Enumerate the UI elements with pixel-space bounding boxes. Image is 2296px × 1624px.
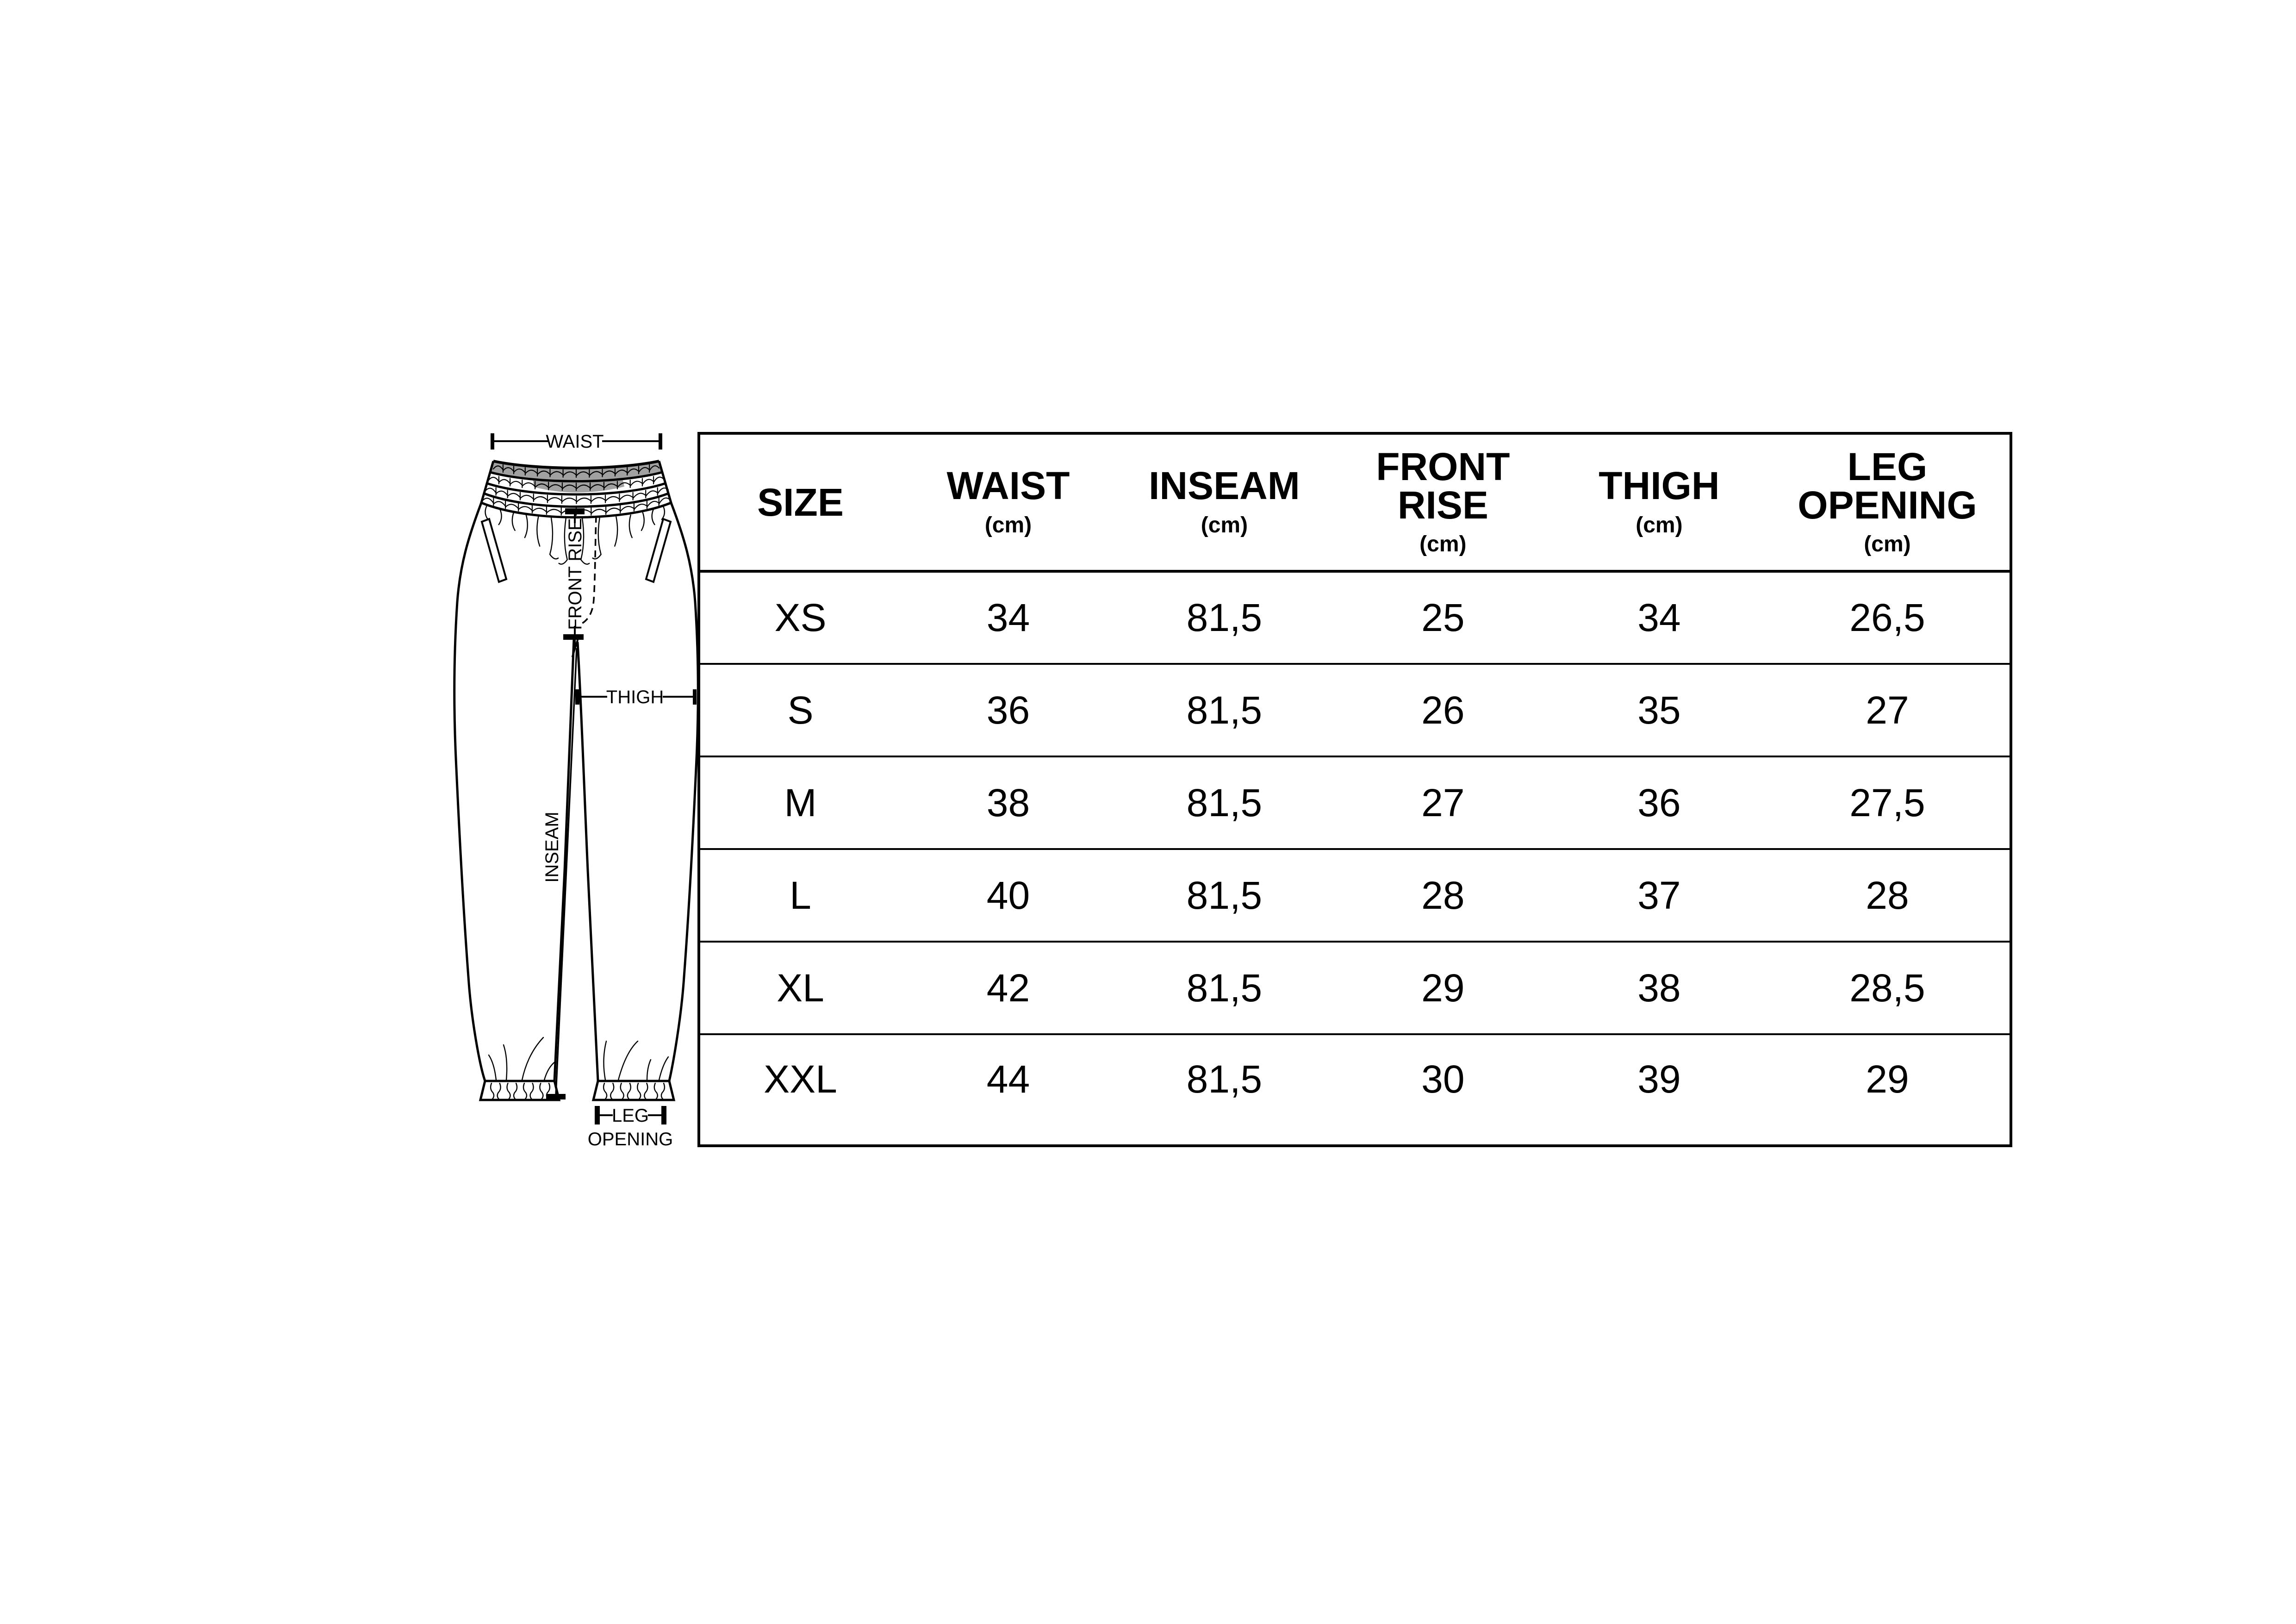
- size-table: [697, 432, 2012, 1147]
- column-header-label: WAIST: [946, 464, 1070, 508]
- cell-leg_opening-XXL: 29: [1866, 1057, 1909, 1101]
- cell-waist-S: 36: [901, 664, 1116, 756]
- cell-front_rise-XXL: 30: [1421, 1057, 1465, 1101]
- column-header-unit: (cm): [1419, 531, 1467, 556]
- front-rise-label: FRONT RISE: [565, 518, 585, 630]
- size-table-header-row: [699, 433, 2011, 571]
- cell-thigh-XS: 34: [1553, 571, 1765, 664]
- waist-label: WAIST: [546, 431, 604, 452]
- size-table-wrapper: [697, 432, 2012, 1147]
- cell-size-XS: XS: [699, 571, 901, 664]
- table-row-XL: [699, 942, 2011, 1034]
- column-header-unit: (cm): [1201, 512, 1248, 537]
- cell-front_rise-XS: 25: [1333, 571, 1553, 664]
- table-row-L: [699, 849, 2011, 942]
- right-pocket: [646, 519, 671, 582]
- cell-leg_opening-L: 28: [1765, 849, 2011, 942]
- cell-size-XL: XL: [699, 942, 901, 1034]
- column-header-leg_opening: [1765, 433, 2011, 571]
- cell-size-M: M: [699, 756, 901, 849]
- front-rise-dimension: [563, 508, 585, 649]
- cell-size-L: L: [699, 849, 901, 942]
- cell-inseam-L: 81,5: [1116, 849, 1333, 942]
- cell-waist-M: 38: [901, 756, 1116, 849]
- thigh-dimension: [575, 687, 697, 707]
- cell-leg_opening-XL: 28,5: [1765, 942, 2011, 1034]
- cell-waist-XXL: 44: [986, 1057, 1030, 1101]
- cell-thigh-XL: 38: [1553, 942, 1765, 1034]
- cuff-top-gathers: [489, 1037, 668, 1080]
- cell-inseam-XXL: 81,5: [1186, 1057, 1263, 1101]
- cell-inseam-XL: 81,5: [1116, 942, 1333, 1034]
- column-header-label: THIGH: [1599, 464, 1720, 508]
- cell-thigh-M: 36: [1553, 756, 1765, 849]
- column-header-unit: (cm): [984, 512, 1032, 537]
- cell-leg_opening-S: 27: [1765, 664, 2011, 756]
- column-header-label: SIZE: [757, 480, 844, 524]
- column-header-label: LEG OPENING: [1798, 445, 1977, 527]
- cell-size-S: S: [699, 664, 901, 756]
- cell-waist-L: 40: [901, 849, 1116, 942]
- cell-leg_opening-M: 27,5: [1765, 756, 2011, 849]
- column-header-size: [699, 433, 901, 571]
- left-pocket: [482, 519, 506, 582]
- column-header-inseam: [1116, 433, 1333, 571]
- cell-waist-XS: 34: [901, 571, 1116, 664]
- column-header-label: FRONT RISE: [1376, 445, 1510, 527]
- table-row-XS: [699, 571, 2011, 664]
- cell-front_rise-XL: 29: [1333, 942, 1553, 1034]
- cell-thigh-L: 37: [1553, 849, 1765, 942]
- table-row-S: [699, 664, 2011, 756]
- thigh-label: THIGH: [606, 687, 664, 707]
- column-header-waist: [901, 433, 1116, 571]
- column-header-thigh: [1553, 433, 1765, 571]
- table-row-M: [699, 756, 2011, 849]
- table-row-XXL: [699, 1034, 2011, 1146]
- cell-front_rise-S: 26: [1333, 664, 1553, 756]
- leg-opening-label-line2: OPENING: [587, 1129, 673, 1149]
- inseam-label: INSEAM: [542, 812, 562, 883]
- column-header-unit: (cm): [1636, 512, 1683, 537]
- cell-leg_opening-XS: 26,5: [1765, 571, 2011, 664]
- column-header-front_rise: [1333, 433, 1553, 571]
- cell-inseam-M: 81,5: [1116, 756, 1333, 849]
- cell-thigh-S: 35: [1553, 664, 1765, 756]
- column-header-label: INSEAM: [1149, 464, 1300, 508]
- cell-size-XXL: XXL: [764, 1057, 837, 1101]
- cell-inseam-S: 81,5: [1116, 664, 1333, 756]
- cell-front_rise-L: 28: [1333, 849, 1553, 942]
- column-header-unit: (cm): [1864, 531, 1911, 556]
- leg-opening-dimension: [588, 1106, 673, 1149]
- cell-thigh-XXL: 39: [1637, 1057, 1681, 1101]
- leg-cuffs: [480, 1037, 674, 1100]
- cell-inseam-XS: 81,5: [1116, 571, 1333, 664]
- cell-waist-XL: 42: [901, 942, 1116, 1034]
- leg-opening-label-line1: LEG: [611, 1106, 649, 1126]
- garment-diagram: [440, 407, 727, 1171]
- waist-dimension: [491, 431, 662, 452]
- cell-front_rise-M: 27: [1333, 756, 1553, 849]
